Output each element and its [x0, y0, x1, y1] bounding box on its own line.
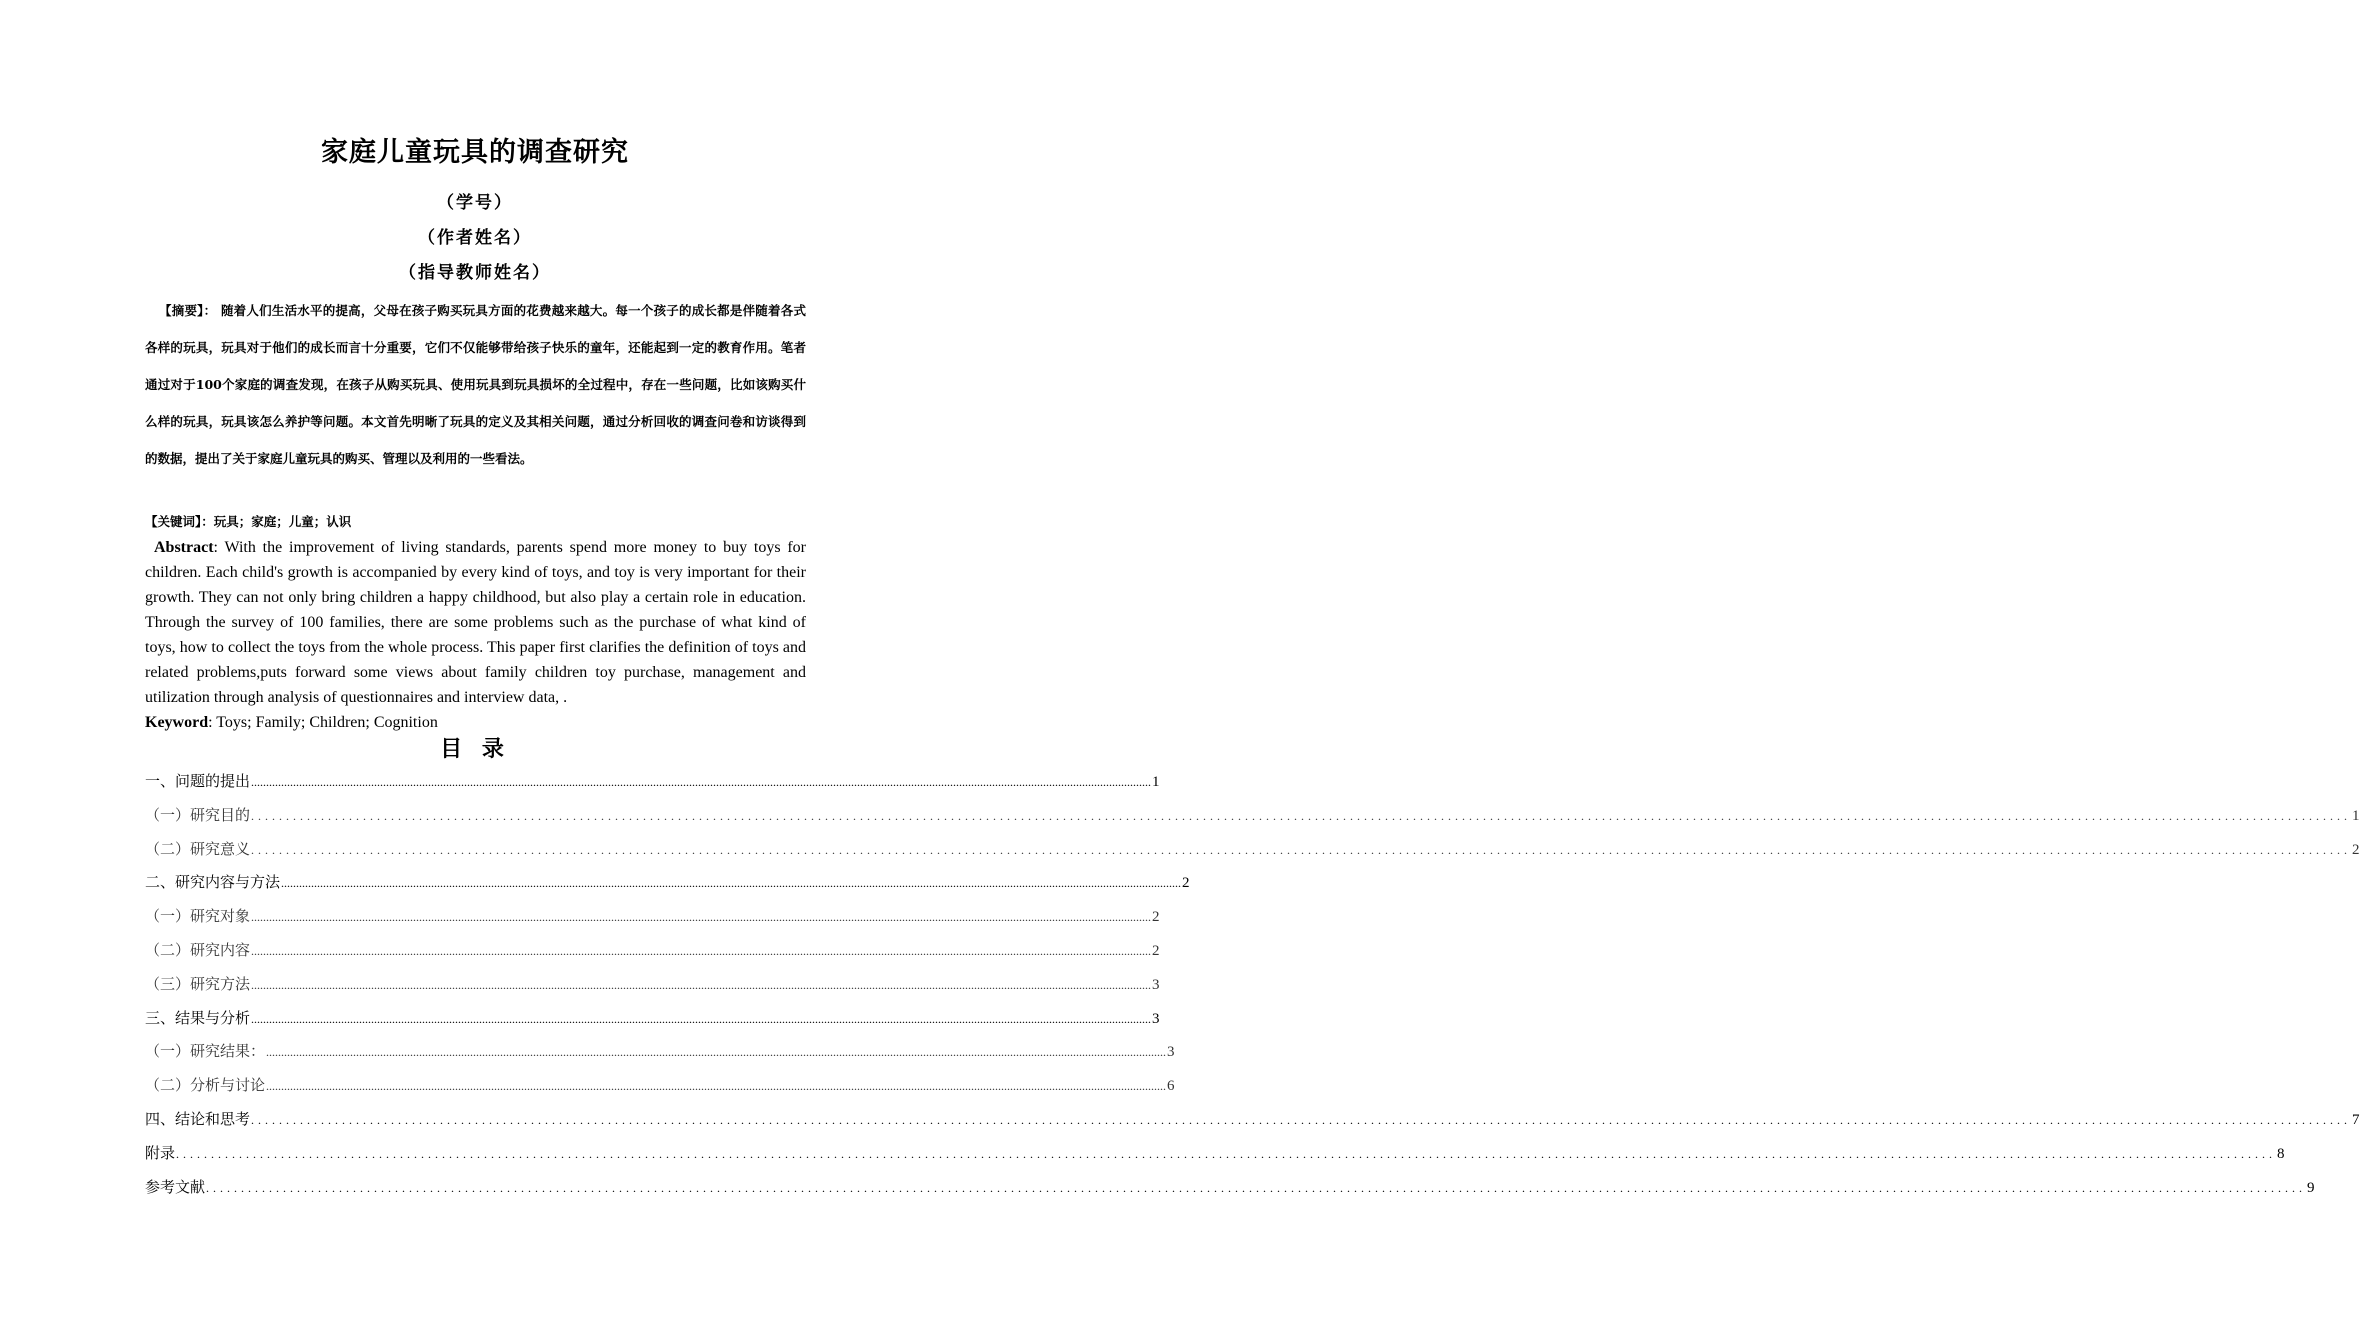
toc-dot-leader: ............................................................................................................................................................................................................................................................................................................	[251, 977, 1152, 992]
abstract-chinese	[145, 292, 806, 477]
toc-dot-leader: ............................................................................................................................................................................................................................................................................................................	[251, 808, 2352, 823]
toc-entry-page: 2	[1152, 909, 1160, 926]
toc-entry[interactable]	[145, 1040, 1175, 1074]
toc-entry[interactable]	[145, 838, 2360, 872]
keywords-cn-text: ：玩具；家庭；儿童；认识	[201, 514, 352, 529]
toc-entry[interactable]	[145, 905, 1160, 939]
toc-entry[interactable]	[145, 770, 1160, 804]
toc-entry-page: 3	[1167, 1044, 1175, 1061]
toc-entry[interactable]	[145, 1007, 1160, 1041]
toc-entry-page: 2	[1182, 875, 1190, 892]
toc-entry-label: （一）研究结果：	[145, 1042, 266, 1061]
toc-dot-leader: ............................................................................................................................................................................................................................................................................................................	[251, 943, 1152, 958]
keywords-en-label: Keyword	[145, 714, 209, 731]
document-title: 家庭儿童玩具的调查研究	[321, 137, 629, 168]
toc-dot-leader: ............................................................................................................................................................................................................................................................................................................	[281, 876, 1182, 891]
toc-dot-leader: ............................................................................................................................................................................................................................................................................................................	[266, 1045, 1167, 1060]
toc-heading: 目 录	[440, 736, 510, 762]
toc-entry-page: 8	[2277, 1145, 2285, 1162]
toc-entry-label: （二）分析与讨论	[145, 1076, 266, 1095]
toc-entry[interactable]	[145, 1074, 1175, 1108]
toc-entry-page: 2	[2352, 841, 2360, 858]
keywords-en-text: : Toys; Family; Children; Cognition	[208, 714, 438, 731]
toc-entry-label: （一）研究对象	[145, 907, 251, 926]
toc-dot-leader: ............................................................................................................................................................................................................................................................................................................	[251, 1011, 1152, 1026]
toc-entry-page: 1	[1152, 774, 1160, 790]
toc-entry-label: 三、结果与分析	[145, 1008, 251, 1027]
toc-dot-leader: ............................................................................................................................................................................................................................................................................................................	[266, 1079, 1167, 1094]
toc-dot-leader: ............................................................................................................................................................................................................................................................................................................	[251, 842, 2352, 857]
toc-entry-page: 7	[2352, 1111, 2360, 1128]
toc-entry-label: （二）研究内容	[145, 940, 251, 959]
keywords-cn-label: 【关键词】	[145, 514, 202, 529]
abstract-english	[145, 535, 806, 710]
toc-entry-label: 一、问题的提出	[145, 772, 251, 790]
toc-entry-page: 2	[1152, 942, 1160, 959]
toc-entry[interactable]	[145, 1142, 2285, 1176]
toc-entry-label: 四、结论和思考	[145, 1109, 251, 1128]
toc-dot-leader: ............................................................................................................................................................................................................................................................................................................	[251, 910, 1152, 925]
toc-entry[interactable]	[145, 871, 1190, 905]
toc-dot-leader: ............................................................................................................................................................................................................................................................................................................	[206, 1180, 2307, 1195]
toc-entry[interactable]	[145, 939, 1160, 973]
toc-entry[interactable]	[145, 973, 1160, 1007]
toc-entry-label: 参考文献	[145, 1177, 206, 1196]
toc-entry-page: 9	[2307, 1179, 2315, 1196]
abstract-en-text: : With the improvement of living standards, parents spend more money to buy toys for children. Each child's growth is accompanied by every kind of toys, and toy is very important for their growth. They can not only bring children a happy childhood, but also play a certain role in education. Through the survey of 100 families, there are some problems such as the purchase of what kind of toys, how to collect the toys from the whole process. This paper first clarifies the definition of toys and related problems,puts forward some views about family children toy purchase, management and utilization through analysis of questionnaires and interview data, .	[145, 539, 806, 706]
keywords-chinese	[145, 512, 806, 530]
author-name: （作者姓名）	[418, 228, 532, 248]
abstract-cn-label: 【摘要】：	[159, 303, 217, 318]
abstract-cn-text: 随着人们生活水平的提高，父母在孩子购买玩具方面的花费越来越大。每一个孩子的成长都是伴随着各式各样的玩具，玩具对于他们的成长而言十分重要，它们不仅能够带给孩子快乐的童年，还能起到一定的教育作用。笔者通过对于100个家庭的调查发现，在孩子从购买玩具、使用玩具到玩具损坏的全过程中，存在一些问题，比如该购买什么样的玩具，玩具该怎么养护等问题。本文首先明晰了玩具的定义及其相关问题，通过分析回收的调查问卷和访谈得到的数据，提出了关于家庭儿童玩具的购买、管理以及利用的一些看法。	[145, 303, 806, 466]
toc-entry-label: 二、研究内容与方法	[145, 873, 281, 892]
toc-entry-page: 6	[1167, 1078, 1175, 1095]
toc-entry[interactable]	[145, 804, 2360, 838]
toc-entry-label: 附录	[145, 1143, 176, 1162]
abstract-en-label: Abstract	[154, 539, 214, 556]
toc-entry-label: （一）研究目的	[145, 805, 251, 824]
toc-dot-leader: ............................................................................................................................................................................................................................................................................................................	[251, 1112, 2352, 1127]
toc-entry-label: （三）研究方法	[145, 974, 251, 993]
toc-entry[interactable]	[145, 1176, 2315, 1210]
advisor-name: （指导教师姓名）	[399, 263, 551, 283]
student-id: （学号）	[437, 193, 513, 213]
toc-entry-page: 3	[1152, 976, 1160, 993]
table-of-contents	[145, 770, 2360, 1209]
toc-entry[interactable]	[145, 1108, 2360, 1142]
toc-dot-leader: ............................................................................................................................................................................................................................................................................................................	[251, 775, 1152, 789]
toc-entry-page: 1	[2352, 807, 2360, 824]
toc-entry-label: （二）研究意义	[145, 839, 251, 858]
toc-entry-page: 3	[1152, 1010, 1160, 1027]
toc-dot-leader: ............................................................................................................................................................................................................................................................................................................	[176, 1146, 2277, 1161]
